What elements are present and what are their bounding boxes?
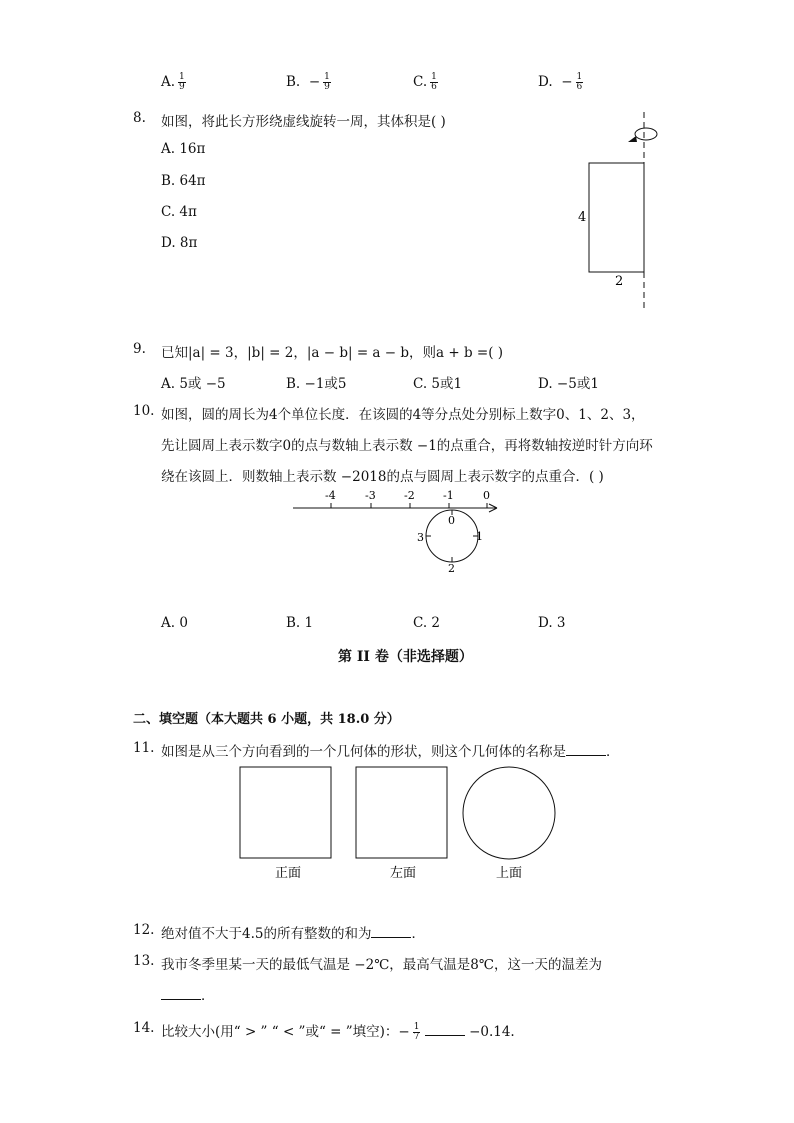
answer-blank[interactable] [566, 743, 606, 756]
rotation-arrow-icon [635, 128, 657, 140]
view-label: 上面 [496, 866, 523, 881]
question-stem: 绝对值不大于4.5的所有整数的和为 ． [161, 926, 425, 942]
left-view [356, 767, 447, 858]
option: A. 0 [161, 615, 188, 631]
question-stem: 如图是从三个方向看到的一个几何体的形状，则这个几何体的名称是 ． [161, 744, 620, 760]
option: B. 1 [286, 615, 314, 631]
question-number: 13. [133, 953, 155, 969]
option: D. −5或1 [538, 376, 599, 392]
q7-option-d: D. − $\frac{1}{6}$ [538, 72, 583, 92]
front-view [240, 767, 331, 858]
option: D. 8π [161, 235, 198, 251]
height-label: 4 [578, 210, 587, 225]
fraction: $\frac{1}{9}$ [324, 72, 330, 92]
question-stem-line: 绕在该圆上．则数轴上表示数 −2018的点与圆周上表示数字的点重合．( ) [161, 469, 604, 485]
option: A. 5或 −5 [161, 376, 226, 392]
circle-label: 0 [448, 514, 455, 527]
fraction: $\frac{1}{7}$ [413, 1022, 420, 1042]
section-title: 第 II 卷（非选择题） [338, 649, 473, 665]
question-stem-line: 如图，圆的周长为4个单位长度．在该圆的4等分点处分别标上数字0、1、2、3， [161, 407, 645, 423]
option: A. 16π [161, 141, 206, 157]
option: C. 5或1 [413, 376, 463, 392]
question-stem: 已知|a| = 3，|b| = 2，|a − b| = a − b，则a + b =( ) [161, 345, 504, 361]
number-line-circle-figure [285, 485, 515, 580]
question-number: 12. [133, 922, 155, 938]
view-label: 正面 [275, 866, 302, 881]
q7-option-c: C. $\frac{1}{6}$ [413, 72, 437, 92]
fraction: $\frac{1}{6}$ [431, 72, 437, 92]
view-label: 左面 [390, 866, 417, 881]
option: B. −1或5 [286, 376, 347, 392]
tick-label: 0 [483, 489, 490, 502]
option: D. 3 [538, 615, 566, 631]
question-stem: 我市冬季里某一天的最低气温是 −2℃，最高气温是8℃，这一天的温差为 [161, 957, 602, 973]
answer-blank[interactable] [425, 1023, 465, 1036]
question-stem-line: 先让圆周上表示数字0的点与数轴上表示数 −1的点重合，再将数轴按逆时针方向环 [161, 438, 653, 454]
tick-label: -4 [325, 489, 336, 502]
q7-option-a: A. $\frac{1}{9}$ [161, 72, 185, 92]
question-stem: 比较大小(用“ > ” “ < ”或“ = ”填空)：− $\frac{1}{7}$ −0.14. [161, 1022, 515, 1042]
circle-label: 3 [417, 531, 424, 544]
option: B. 64π [161, 173, 206, 189]
answer-line: ． [161, 984, 215, 1004]
q7-option-b: B. − $\frac{1}{9}$ [286, 72, 330, 92]
section-header: 二、填空题（本大题共 6 小题，共 18.0 分） [133, 712, 400, 727]
option: C. 4π [161, 204, 197, 220]
question-number: 14. [133, 1020, 155, 1036]
rectangle-rotation-figure [570, 110, 670, 315]
three-views-figure [235, 762, 565, 887]
tick-label: -3 [365, 489, 376, 502]
question-number: 8. [133, 110, 146, 126]
question-stem: 如图，将此长方形绕虚线旋转一周，其体积是( ) [161, 114, 446, 130]
rectangle [589, 163, 644, 272]
question-number: 9. [133, 341, 146, 357]
answer-blank[interactable] [161, 987, 201, 1000]
option: C. 2 [413, 615, 441, 631]
question-number: 11. [133, 740, 155, 756]
circle-label: 1 [476, 530, 483, 543]
fraction: $\frac{1}{9}$ [179, 72, 185, 92]
tick-label: -2 [404, 489, 415, 502]
answer-blank[interactable] [371, 925, 411, 938]
top-view [463, 767, 555, 859]
width-label: 2 [615, 274, 624, 289]
tick-label: -1 [443, 489, 454, 502]
circle-label: 2 [448, 562, 455, 575]
question-number: 10. [133, 403, 155, 419]
fraction: $\frac{1}{6}$ [576, 72, 583, 92]
